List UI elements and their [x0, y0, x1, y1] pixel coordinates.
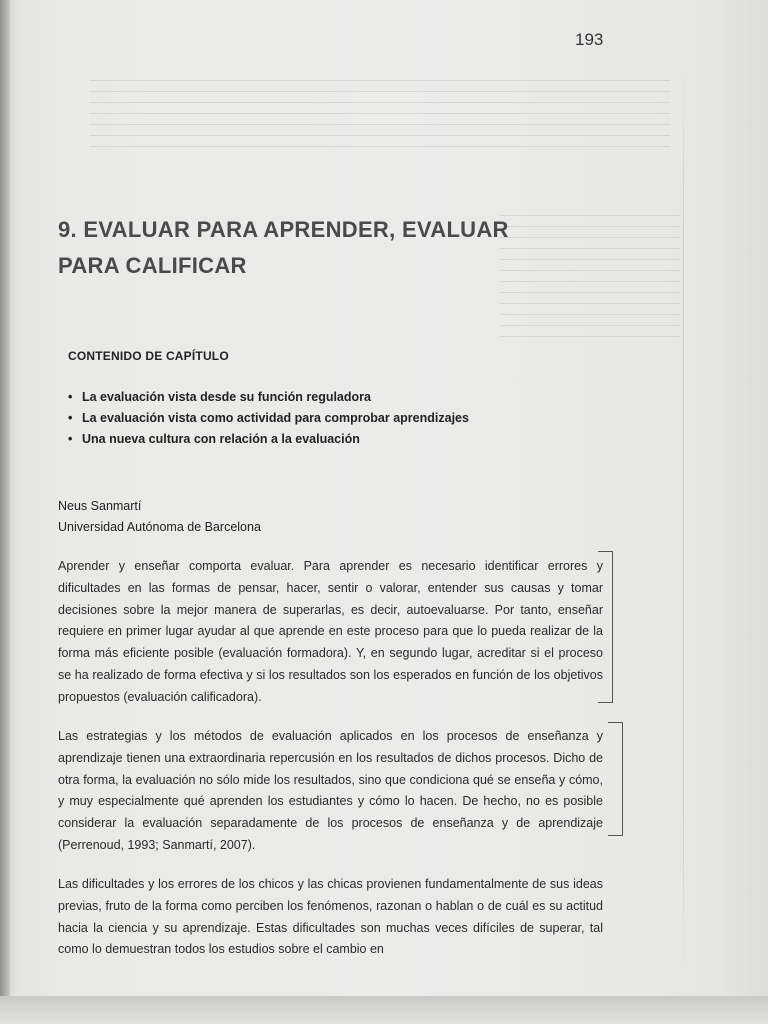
page-left-shadow [0, 0, 10, 1000]
bleed-through-texture [90, 70, 670, 157]
chapter-title-line-1: 9. EVALUAR PARA APRENDER, EVALUAR [58, 217, 509, 242]
contents-item: • La evaluación vista desde su función reguladora [68, 387, 469, 408]
bullet-icon: • [68, 411, 73, 425]
margin-bracket-2 [608, 722, 623, 836]
margin-bracket-1 [598, 551, 613, 703]
author-block [58, 496, 261, 538]
chapter-title [58, 212, 528, 284]
bullet-icon: • [68, 390, 73, 404]
body-paragraph-2: Las estrategias y los métodos de evaluación aplicados en los procesos de enseñanza y aprendizaje tienen una extraordinaria repercusión en los resultados de dichos procesos. Dicho de otra forma, la evaluación no sólo mide los resultados, sino que condiciona qué se enseña y cómo, y muy especialmente qué aprenden los estudiantes y cómo lo hacen. De hecho, no es posible considerar la evaluación separadamente de los procesos de enseñanza y de aprendizaje (Perrenoud, 1993; Sanmartí, 2007). [58, 729, 603, 852]
bullet-icon: • [68, 432, 73, 446]
author-affiliation: Universidad Autónoma de Barcelona [58, 520, 261, 534]
contents-item: • Una nueva cultura con relación a la evaluación [68, 429, 469, 450]
body-paragraph-3: Las dificultades y los errores de los chicos y las chicas provienen fundamentalmente de sus ideas previas, fruto de la forma como perciben los fenómenos, razonan o hablan o de cuál es su actitud hacia la ciencia y su aprendizaje. Estas dificultades son muchas veces difíciles de superar, tal como lo demuestran todos los estudios sobre el cambio en [58, 877, 603, 957]
page-number: 193 [575, 30, 604, 49]
body-paragraph-1: Aprender y enseñar comporta evaluar. Para aprender es necesario identificar errores y dificultades en las formas de pensar, hacer, sentir o valorar, entender sus causas y tomar decisiones sobre la mejor manera de superarlas, es decir, autoevaluarse. Por tanto, enseñar requiere en primer lugar ayudar al que aprende en este proceso para que lo pueda realizar de la forma más eficiente posible (evaluación formadora). Y, en segundo lugar, acreditar si el proceso se ha realizado de forma efectiva y si los resultados son los esperados en función de los objetivos propuestos (evaluación calificadora). [58, 559, 603, 704]
contents-list [68, 387, 469, 450]
chapter-title-line-2: PARA CALIFICAR [58, 253, 247, 278]
contents-item: • La evaluación vista como actividad para comprobar aprendizajes [68, 408, 469, 429]
page-bottom-shadow [0, 996, 768, 1024]
bleed-through-rule [683, 60, 684, 980]
contents-heading: CONTENIDO DE CAPÍTULO [68, 349, 229, 363]
author-name: Neus Sanmartí [58, 499, 142, 513]
